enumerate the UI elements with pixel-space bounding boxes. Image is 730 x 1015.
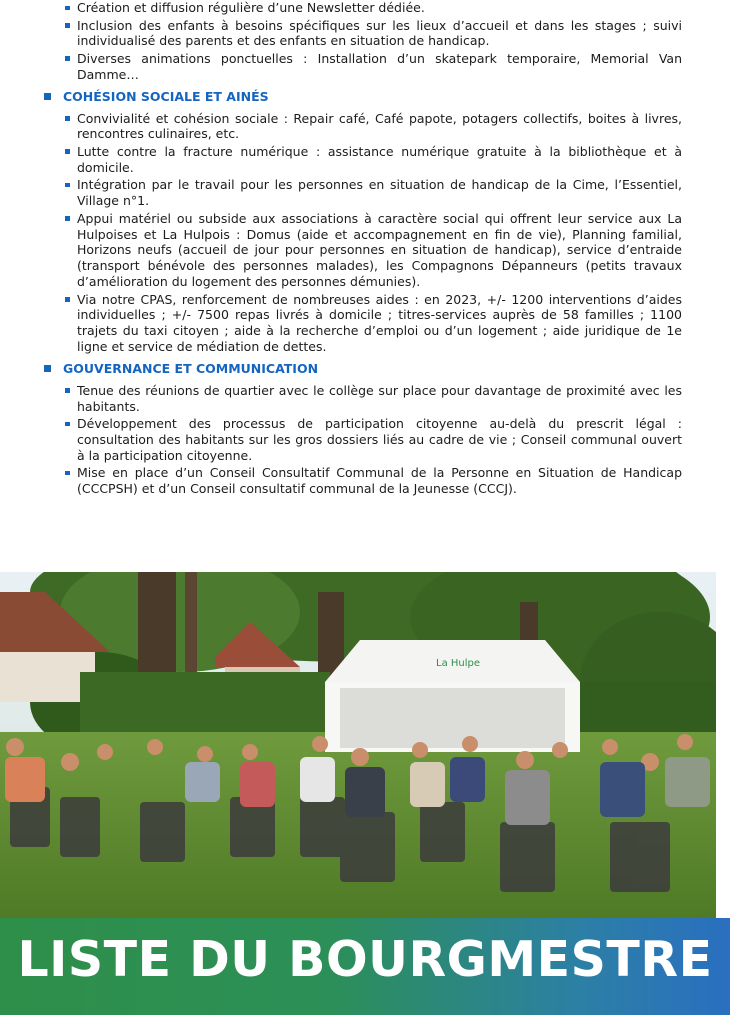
list-item: Via notre CPAS, renforcement de nombreuses aides : en 2023, +/- 1200 interventions d’aides individuelles ; +/- 7500 repas livrés à domicile ; titres-services auprès de 58 familles ; 1100 trajets du taxi citoyen ; aide à la recherche d’emploi ou d’un logement ; aide juridique de 1e ligne et service de médiation de dettes. (77, 291, 682, 354)
section-heading-gouvernance (63, 361, 730, 377)
banner-title: LISTE DU BOURGMESTRE (17, 931, 713, 988)
section-title: GOUVERNANCE ET COMMUNICATION (63, 360, 319, 376)
section-heading-cohesion (63, 89, 730, 105)
list-item: Convivialité et cohésion sociale : Repair café, Café papote, potagers collectifs, boites à livres, rencontres culinaires, etc. (77, 110, 682, 142)
event-photo (0, 572, 716, 920)
square-bullet-icon (44, 93, 51, 100)
list-item: Mise en place d’un Conseil Consultatif Communal de la Personne en Situation de Handicap (CCCPSH) et d’un Conseil consultatif communal de la Jeunesse (CCCJ). (77, 465, 682, 497)
list-item: Création et diffusion régulière d’une Newsletter dédiée. (77, 0, 682, 16)
gouvernance-list (0, 383, 730, 497)
tent-label: La Hulpe (436, 658, 481, 669)
list-item: Intégration par le travail pour les personnes en situation de handicap de la Cime, l’Essentiel, Village n°1. (77, 177, 682, 209)
list-item: Lutte contre la fracture numérique : assistance numérique gratuite à la bibliothèque et à domicile. (77, 143, 682, 175)
list-item: Développement des processus de participation citoyenne au-delà du prescrit légal : consultation des habitants sur les gros dossiers liés au cadre de vie ; Conseil communal ouvert à la participation citoyenne. (77, 416, 682, 463)
square-bullet-icon (44, 365, 51, 372)
cohesion-list (0, 111, 730, 355)
list-item: Tenue des réunions de quartier avec le collège sur place pour davantage de proximité avec les habitants. (77, 382, 682, 414)
list-item: Appui matériel ou subside aux associations à caractère social qui offrent leur service aux La Hulpoises et La Hulpois : Domus (aide et accompagnement en fin de vie), Planning familial, Horizons neufs (accueil de jour pour personnes en situation de handicap), service d’entraide (transport bénévole des personnes malades), les Compagnons Dépanneurs (petits travaux d’amélioration du logement des personnes démunies). (77, 210, 682, 289)
park-meeting-illustration (0, 572, 716, 920)
list-item: Diverses animations ponctuelles : Installation d’un skatepark temporaire, Memorial Van Damme… (77, 50, 682, 82)
title-banner (0, 918, 730, 1015)
list-item: Inclusion des enfants à besoins spécifiques sur les lieux d’accueil et dans les stages ; suivi individualisé des parents et des enfants en situation de handicap. (77, 17, 682, 49)
section-title: COHÉSION SOCIALE ET AINÉS (63, 88, 269, 104)
intro-list (0, 0, 730, 83)
